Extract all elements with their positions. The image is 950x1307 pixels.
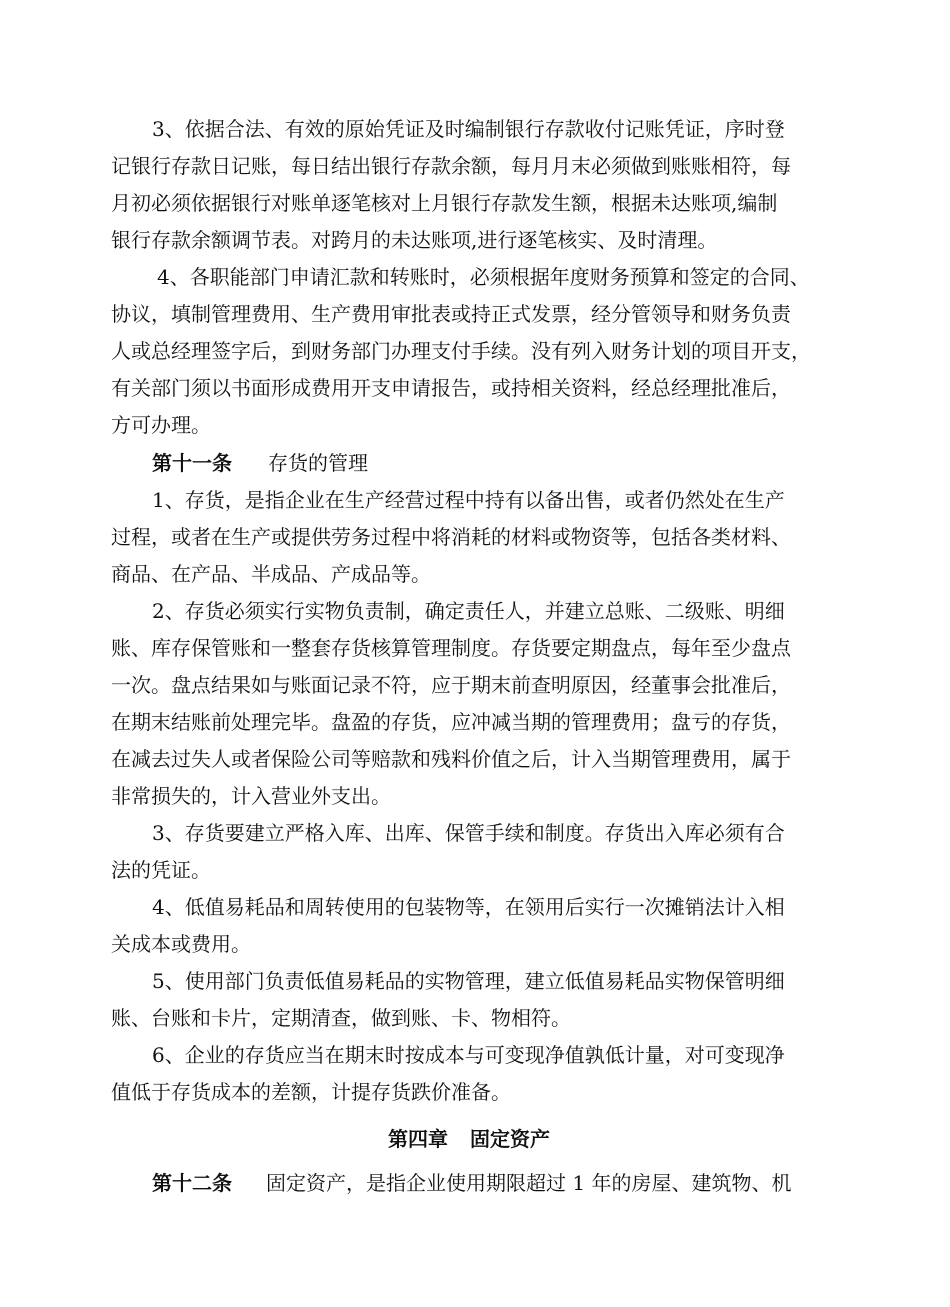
chapter-4-label: 第四章 xyxy=(388,1127,448,1151)
paragraph-line: 法的凭证。 xyxy=(111,858,211,882)
paragraph-line: 记银行存款日记账，每日结出银行存款余额，每月月末必须做到账账相符，每 xyxy=(111,154,791,178)
paragraph-line: 账、库存保管账和一整套存货核算管理制度。存货要定期盘点，每年至少盘点 xyxy=(111,636,791,660)
chapter-4-heading xyxy=(388,1124,628,1154)
paragraph-line: 2、存货必须实行实物负责制，确定责任人，并建立总账、二级账、明细 xyxy=(152,599,785,623)
chapter-4-title: 固定资产 xyxy=(470,1127,550,1151)
paragraph-line: 有关部门须以书面形成费用开支申请报告，或持相关资料，经总经理批准后， xyxy=(111,376,791,400)
paragraph-line: 协议，填制管理费用、生产费用审批表或持正式发票，经分管领导和财务负责 xyxy=(111,302,791,326)
paragraph-line: 6、企业的存货应当在期末时按成本与可变现净值孰低计量，对可变现净 xyxy=(152,1043,785,1067)
article-11-title: 存货的管理 xyxy=(268,451,368,475)
paragraph-line: 在减去过失人或者保险公司等赔款和残料价值之后，计入当期管理费用，属于 xyxy=(111,747,791,771)
paragraph-line: 5、使用部门负责低值易耗品的实物管理，建立低值易耗品实物保管明细 xyxy=(152,969,785,993)
paragraph-line: 在期末结账前处理完毕。盘盈的存货，应冲减当期的管理费用；盘亏的存货， xyxy=(111,710,791,734)
paragraph-line: 关成本或费用。 xyxy=(111,932,251,956)
article-12-text: 固定资产，是指企业使用期限超过 1 年的房屋、建筑物、机 xyxy=(266,1171,792,1195)
paragraph-line: 商品、在产品、半成品、产成品等。 xyxy=(111,562,431,586)
paragraph-line: 银行存款余额调节表。对跨月的未达账项,进行逐笔核实、及时清理。 xyxy=(111,228,718,252)
paragraph-line: 值低于存货成本的差额，计提存货跌价准备。 xyxy=(111,1080,511,1104)
paragraph-line: 3、依据合法、有效的原始凭证及时编制银行存款收付记账凭证，序时登 xyxy=(152,117,785,141)
paragraph-line: 4、各职能部门申请汇款和转账时，必须根据年度财务预算和签定的合同、 xyxy=(157,265,810,289)
paragraph-line: 账、台账和卡片，定期清查，做到账、卡、物相符。 xyxy=(111,1006,571,1030)
paragraph-line: 月初必须依据银行对账单逐笔核对上月银行存款发生额，根据未达账项,编制 xyxy=(111,191,778,215)
paragraph-line: 1、存货，是指企业在生产经营过程中持有以备出售，或者仍然处在生产 xyxy=(152,488,785,512)
paragraph-line: 人或总经理签字后，到财务部门办理支付手续。没有列入财务计划的项目开支， xyxy=(111,339,811,363)
article-11-heading xyxy=(0,448,950,478)
paragraph-line: 4、低值易耗品和周转使用的包装物等，在领用后实行一次摊销法计入相 xyxy=(152,895,785,919)
paragraph-line: 3、存货要建立严格入库、出库、保管手续和制度。存货出入库必须有合 xyxy=(152,821,785,845)
paragraph-line: 非常损失的，计入营业外支出。 xyxy=(111,784,391,808)
paragraph-line: 过程，或者在生产或提供劳务过程中将消耗的材料或物资等，包括各类材料、 xyxy=(111,525,791,549)
article-12-label: 第十二条 xyxy=(152,1171,232,1195)
paragraph-line: 一次。盘点结果如与账面记录不符，应于期末前查明原因，经董事会批准后， xyxy=(111,673,791,697)
article-12-line xyxy=(0,1168,950,1198)
paragraph-line: 方可办理。 xyxy=(111,413,211,437)
article-11-label: 第十一条 xyxy=(152,451,232,475)
